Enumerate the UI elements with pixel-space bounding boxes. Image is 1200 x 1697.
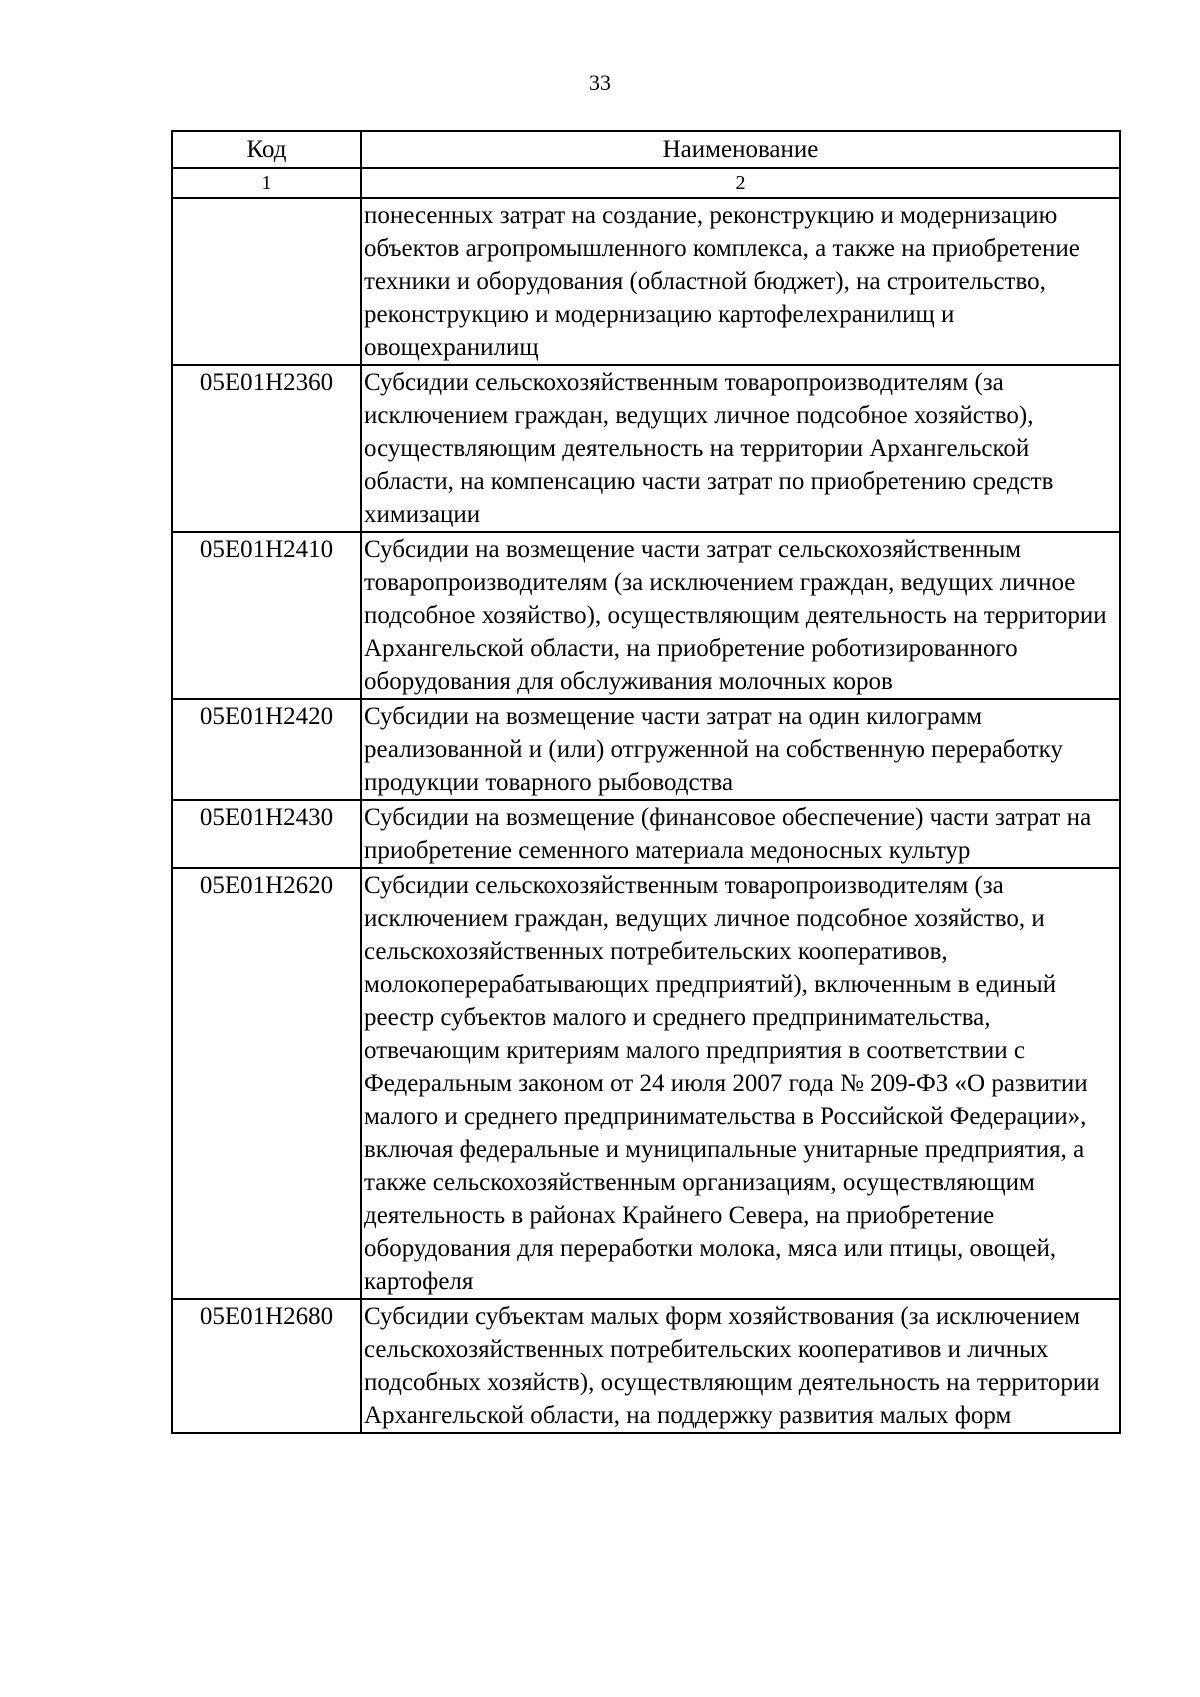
row-code: 05Е01Н2430 — [172, 800, 361, 868]
row-code: 05Е01Н2410 — [172, 532, 361, 699]
row-code: 05Е01Н2360 — [172, 365, 361, 532]
row-code — [172, 198, 361, 365]
page-number: 33 — [589, 70, 611, 95]
row-name: Субсидии на возмещение части затрат сельскохозяйственным товаропроизводителям (за исключением граждан, ведущих личное подсобное хозяйство), осуществляющим деятельность на территории Архангельской области, на приобретение роботизированного оборудования для обслуживания молочных коров — [361, 532, 1120, 699]
row-code: 05Е01Н2620 — [172, 868, 361, 1299]
table-row — [172, 198, 1120, 365]
row-name: Субсидии на возмещение (финансовое обеспечение) части затрат на приобретение семенного материала медоносных культур — [361, 800, 1120, 868]
table-row — [172, 868, 1120, 1299]
row-name: Субсидии сельскохозяйственным товаропроизводителям (за исключением граждан, ведущих личное подсобное хозяйство), осуществляющим деятельность на территории Архангельской области, на компенсацию части затрат по приобретению средств химизации — [361, 365, 1120, 532]
header-name: Наименование — [361, 131, 1120, 168]
column-number-2: 2 — [361, 168, 1120, 198]
row-name: Субсидии субъектам малых форм хозяйствования (за исключением сельскохозяйственных потребительских кооперативов и личных подсобных хозяйств), осуществляющим деятельность на территории Архангельской области, на поддержку развития малых форм — [361, 1299, 1120, 1433]
table-row — [172, 800, 1120, 868]
budget-code-table — [171, 130, 1121, 1434]
table-row — [172, 1299, 1120, 1433]
table-header-row — [172, 131, 1120, 168]
header-code: Код — [172, 131, 361, 168]
column-number-1: 1 — [172, 168, 361, 198]
table-row — [172, 365, 1120, 532]
row-code: 05Е01Н2680 — [172, 1299, 361, 1433]
row-name: Субсидии на возмещение части затрат на один килограмм реализованной и (или) отгруженной на собственную переработку продукции товарного рыбоводства — [361, 699, 1120, 800]
table-row — [172, 532, 1120, 699]
row-code: 05Е01Н2420 — [172, 699, 361, 800]
row-name: Субсидии сельскохозяйственным товаропроизводителям (за исключением граждан, ведущих личное подсобное хозяйство, и сельскохозяйственных потребительских кооперативов, молокоперерабатывающих предприятий), включенным в единый реестр субъектов малого и среднего предпринимательства, отвечающим критериям малого предприятия в соответствии с Федеральным законом от 24 июля 2007 года № 209-ФЗ «О развитии малого и среднего предпринимательства в Российской Федерации», включая федеральные и муниципальные унитарные предприятия, а также сельскохозяйственным организациям, осуществляющим деятельность в районах Крайнего Севера, на приобретение оборудования для переработки молока, мяса или птицы, овощей, картофеля — [361, 868, 1120, 1299]
column-number-row — [172, 168, 1120, 198]
table-row — [172, 699, 1120, 800]
row-name: понесенных затрат на создание, реконструкцию и модернизацию объектов агропромышленного комплекса, а также на приобретение техники и оборудования (областной бюджет), на строительство, реконструкцию и модернизацию картофелехранилищ и овощехранилищ — [361, 198, 1120, 365]
